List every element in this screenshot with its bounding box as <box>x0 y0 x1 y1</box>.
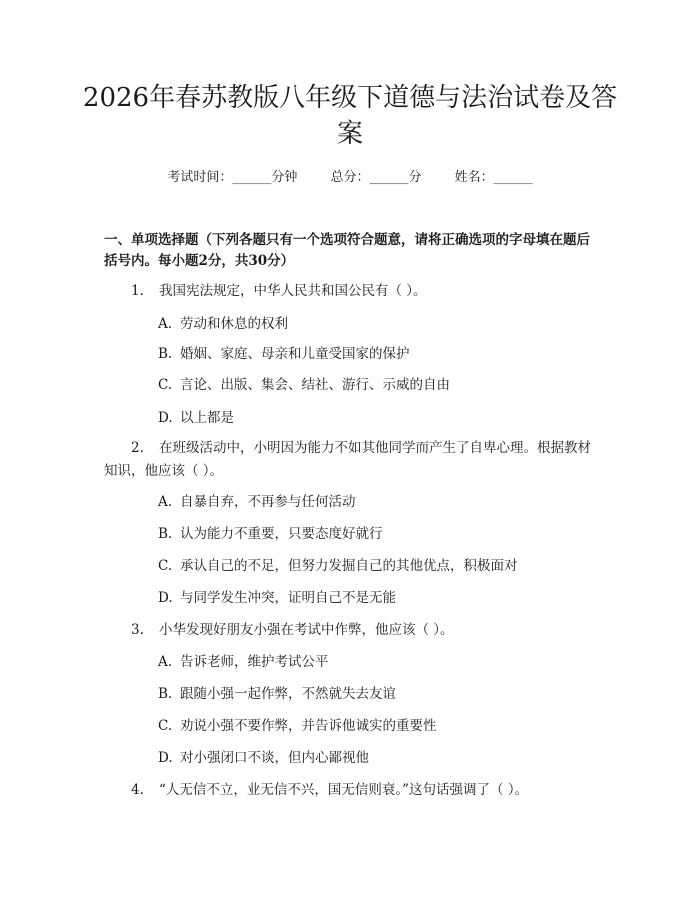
option-letter: D. <box>158 590 173 606</box>
option-text: 劳动和休息的权利 <box>180 316 288 332</box>
option-item <box>158 375 598 395</box>
exam-time-field: 考试时间：______分钟 <box>167 170 298 185</box>
question-text: 小华发现好朋友小强在考试中作弊，他应该（ ）。 <box>159 622 454 638</box>
option-text: 言论、出版、集会、结社、游行、示威的自由 <box>180 377 450 393</box>
option-text: 认为能力不重要，只要态度好就行 <box>180 526 383 542</box>
option-letter: B. <box>158 526 173 542</box>
option-item <box>158 408 598 428</box>
option-letter: A. <box>158 494 173 510</box>
option-letter: C. <box>158 718 173 734</box>
option-item <box>158 314 598 334</box>
total-score-field: 总分：______分 <box>330 170 422 185</box>
question-text: “人无信不立，业无信不兴，国无信则衰。”这句话强调了（ ）。 <box>159 782 529 798</box>
option-text: 以上都是 <box>180 410 234 426</box>
question-stem <box>104 619 602 642</box>
option-item <box>158 684 598 704</box>
question-text: 我国宪法规定，中华人民共和国公民有（ ）。 <box>159 283 427 299</box>
option-item <box>158 556 598 576</box>
question-number: 4. <box>131 782 144 798</box>
option-text: 告诉老师，维护考试公平 <box>180 654 329 670</box>
option-text: 跟随小强一起作弊，不然就失去友谊 <box>180 686 396 702</box>
option-text: 婚姻、家庭、母亲和儿童受国家的保护 <box>180 346 410 362</box>
option-item <box>158 524 598 544</box>
option-text: 承认自己的不足，但努力发掘自己的其他优点，积极面对 <box>180 558 518 574</box>
option-text: 自暴自弃，不再参与任何活动 <box>180 494 356 510</box>
option-letter: A. <box>158 654 173 670</box>
question-number: 1. <box>131 283 144 299</box>
question-stem <box>104 437 602 483</box>
option-text: 与同学发生冲突，证明自己不是无能 <box>180 590 396 606</box>
option-text: 劝说小强不要作弊，并告诉他诚实的重要性 <box>180 718 437 734</box>
option-letter: D. <box>158 750 173 766</box>
section-heading: 一、单项选择题（下列各题只有一个选项符合题意，请将正确选项的字母填在题后括号内。每小题2分，共30分） <box>104 232 590 269</box>
question-stem <box>104 280 602 303</box>
option-letter: B. <box>158 346 173 362</box>
option-letter: C. <box>158 558 173 574</box>
option-item <box>158 748 598 768</box>
option-item <box>158 652 598 672</box>
option-item <box>158 588 598 608</box>
option-letter: C. <box>158 377 173 393</box>
option-letter: D. <box>158 410 173 426</box>
question-text: 在班级活动中，小明因为能力不如其他同学而产生了自卑心理。根据教材知识，他应该（ ）。 <box>104 440 591 479</box>
page-title: 2026年春苏教版八年级下道德与法治试卷及答案 <box>82 83 618 149</box>
question-stem <box>104 779 602 802</box>
option-item <box>158 716 598 736</box>
question-number: 3. <box>131 622 144 638</box>
option-item <box>158 344 598 364</box>
question-number: 2. <box>131 440 144 456</box>
option-text: 对小强闭口不谈，但内心鄙视他 <box>180 750 369 766</box>
option-letter: A. <box>158 316 173 332</box>
exam-meta <box>0 169 700 187</box>
option-item <box>158 492 598 512</box>
student-name-field: 姓名：______ <box>454 170 533 185</box>
option-letter: B. <box>158 686 173 702</box>
